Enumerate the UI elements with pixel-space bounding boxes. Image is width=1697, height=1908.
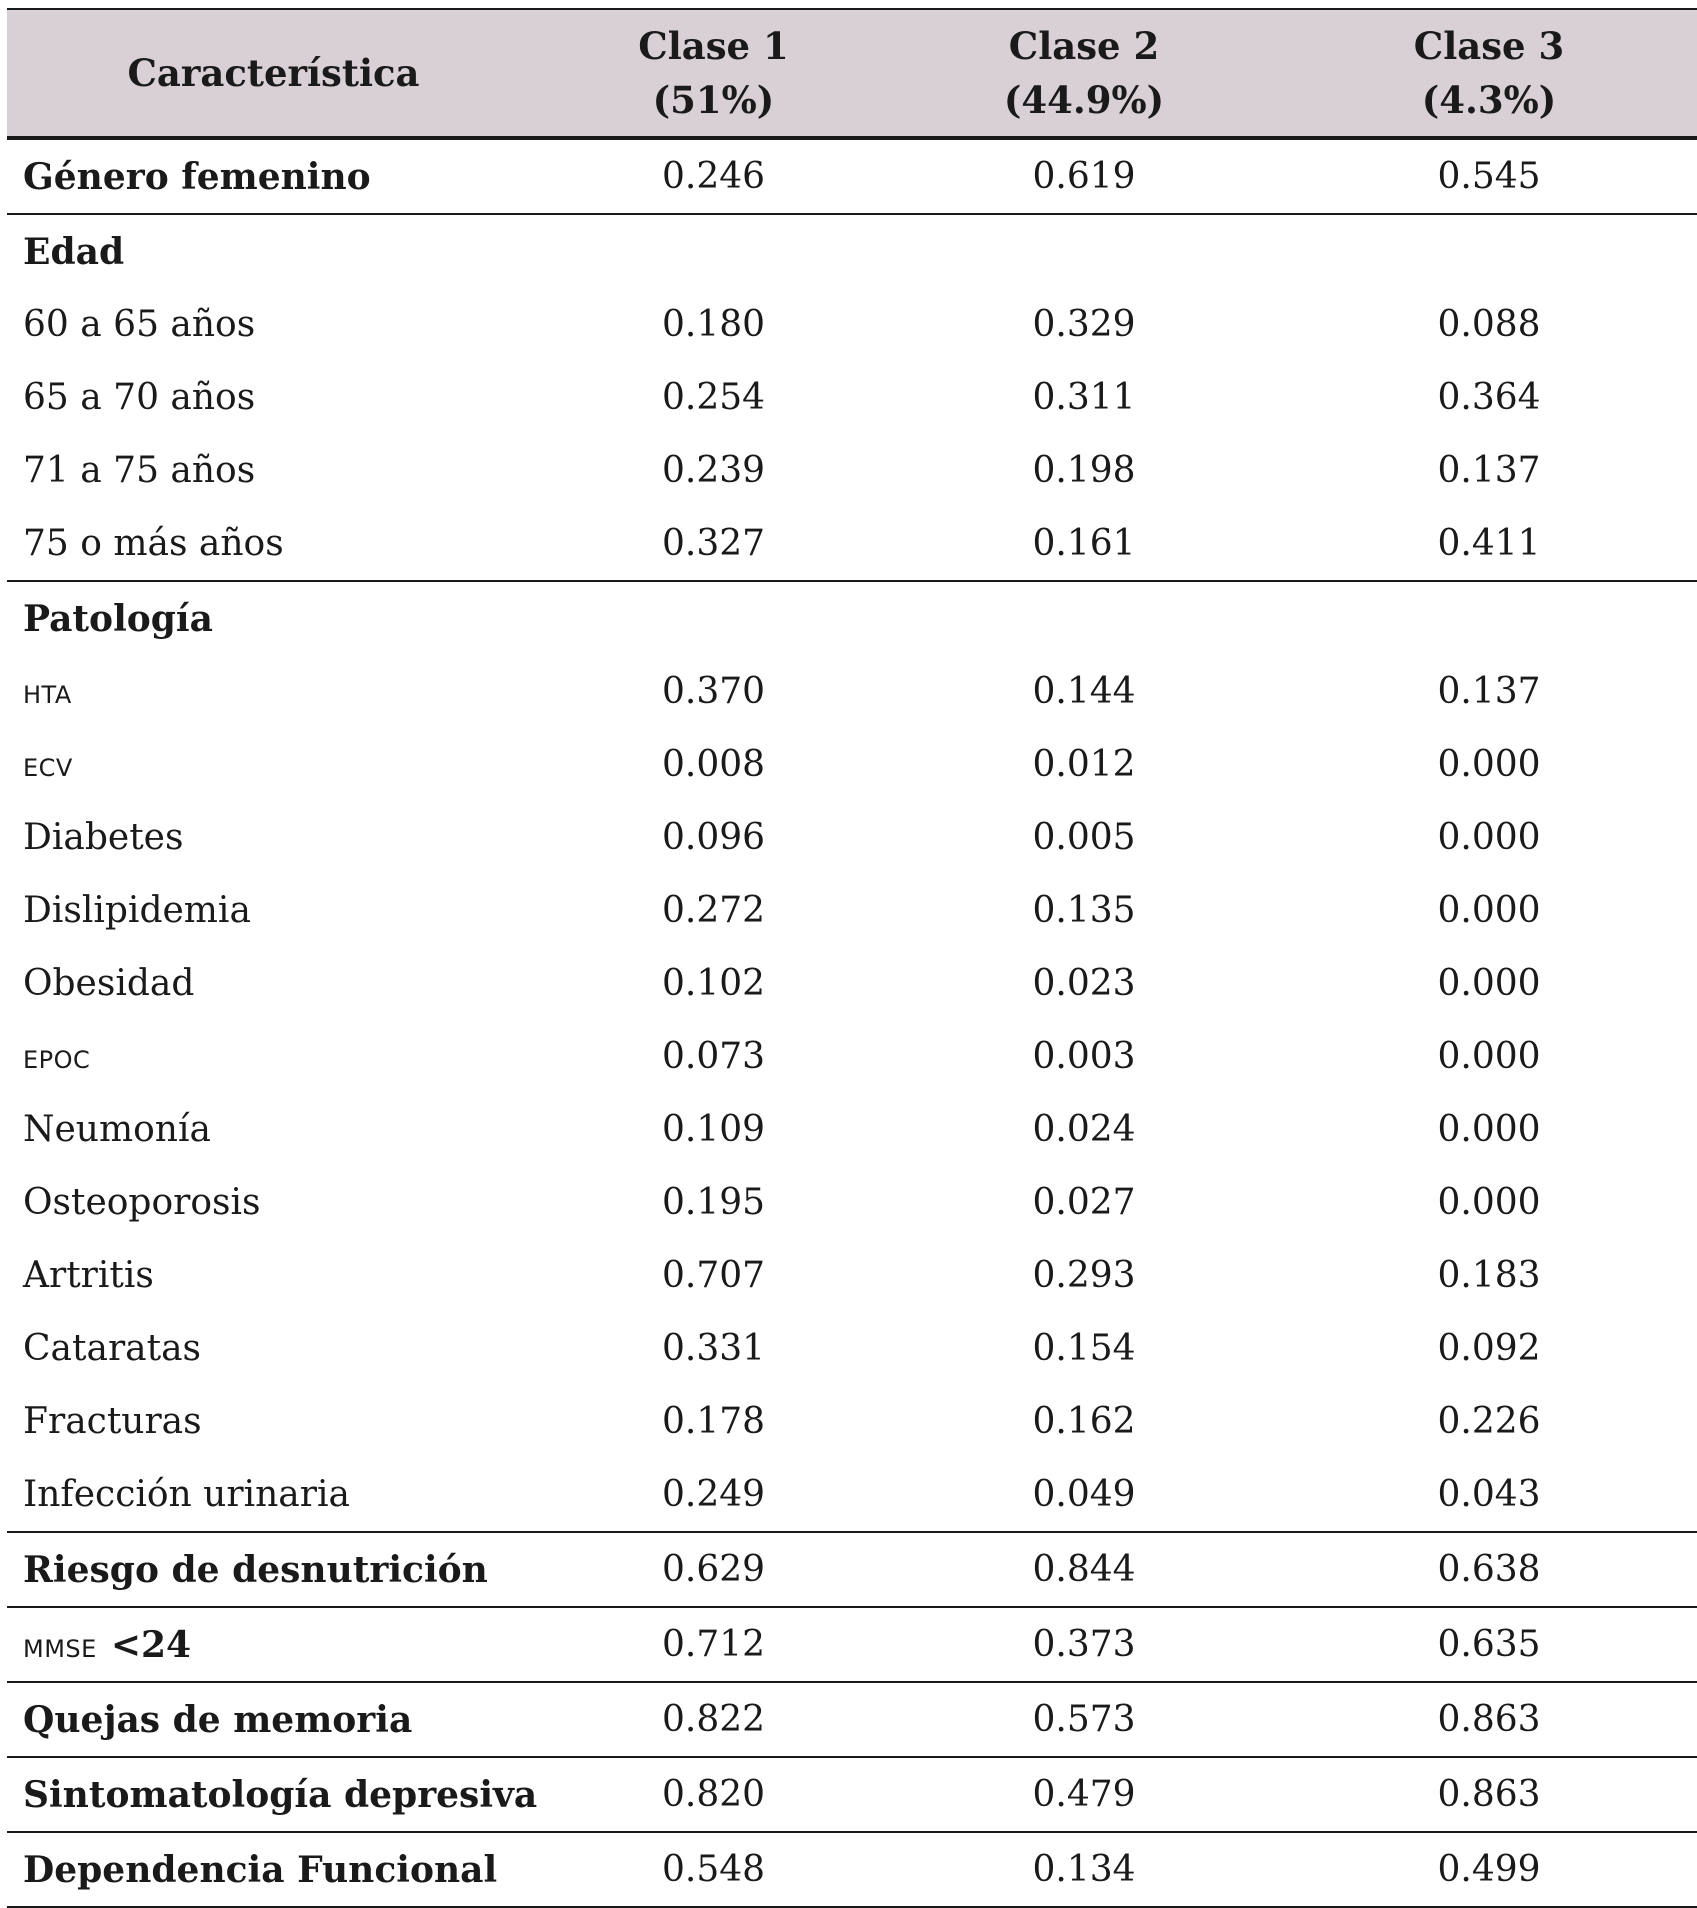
- cell-class-2: 0.619: [887, 138, 1281, 214]
- table-row-edad-71-75: [7, 434, 1697, 507]
- cell-class-1: 0.548: [540, 1832, 887, 1907]
- row-label-prefix: MMSE: [23, 1634, 97, 1663]
- cell-class-2: 0.049: [887, 1458, 1281, 1532]
- cell-class-1: 0.629: [540, 1532, 887, 1607]
- cell-class-1: 0.109: [661, 1109, 766, 1150]
- row-label: 60 a 65 años: [23, 304, 256, 345]
- row-label-text: HTA: [23, 681, 72, 709]
- cell-class-3: 0.638: [1281, 1532, 1697, 1607]
- cell-class-2: 0.154: [1032, 1328, 1136, 1369]
- cell-class-2: 0.293: [1032, 1255, 1136, 1296]
- row-label: Quejas de memoria: [7, 1682, 540, 1757]
- cell-class-2: 0.024: [1032, 1109, 1136, 1150]
- row-label: 75 o más años: [7, 507, 540, 581]
- row-label: Fracturas: [23, 1401, 202, 1442]
- table-row-hta: [7, 655, 1697, 728]
- cell-class-2: 0.027: [1032, 1182, 1136, 1223]
- cell-class-1: 0.239: [661, 450, 766, 491]
- row-label: Osteoporosis: [23, 1182, 261, 1223]
- header-class-3-pct: (4.3%): [1421, 78, 1557, 122]
- header-class-2-name: Clase 2: [1008, 24, 1160, 68]
- row-label: Infección urinaria: [7, 1458, 540, 1532]
- table-row-edad-65-70: [7, 361, 1697, 434]
- cell-class-2: 0.573: [887, 1682, 1281, 1757]
- cell-class-1: 0.195: [661, 1182, 766, 1223]
- row-label-suffix: <24: [110, 1623, 192, 1666]
- cell-class-2: 0.135: [1032, 890, 1136, 931]
- cell-class-3: 0.000: [1437, 1036, 1541, 1077]
- cell-class-1: 0.178: [661, 1401, 766, 1442]
- table-row-diabetes: [7, 801, 1697, 874]
- cell-class-3: 0.137: [1437, 450, 1541, 491]
- header-row: [7, 9, 1697, 138]
- header-class-1-name: Clase 1: [638, 24, 789, 68]
- cell-class-3: 0.635: [1281, 1607, 1697, 1682]
- cell-class-2: 0.134: [887, 1832, 1281, 1907]
- cell-class-3: 0.000: [1437, 963, 1541, 1004]
- cell-class-2: 0.003: [1032, 1036, 1136, 1077]
- table-row-edad-60-65: [7, 288, 1697, 361]
- cell-class-3: 0.000: [1437, 744, 1541, 785]
- header-class-2: [887, 9, 1281, 138]
- cell-class-2: 0.198: [1032, 450, 1136, 491]
- table-row-desnutricion: [7, 1532, 1697, 1607]
- table-row-osteoporosis: [7, 1166, 1697, 1239]
- cell-class-2: 0.373: [887, 1607, 1281, 1682]
- cell-class-3: 0.545: [1281, 138, 1697, 214]
- cell-class-1: 0.712: [540, 1607, 887, 1682]
- cell-class-1: 0.102: [661, 963, 766, 1004]
- table-row-ecv: [7, 728, 1697, 801]
- cell-class-1: 0.272: [661, 890, 766, 931]
- header-class-1: [540, 9, 887, 138]
- class-characteristics-table: [7, 8, 1697, 1908]
- row-label-text: ECV: [23, 754, 73, 782]
- row-label: 65 a 70 años: [23, 377, 256, 418]
- table-row-neumonia: [7, 1093, 1697, 1166]
- cell-class-3: 0.137: [1437, 671, 1541, 712]
- table-row-dislipidemia: [7, 874, 1697, 947]
- row-label: Riesgo de desnutrición: [7, 1532, 540, 1607]
- row-label-text: EPOC: [23, 1046, 91, 1074]
- section-row-edad: [7, 214, 1697, 288]
- row-label: 71 a 75 años: [23, 450, 256, 491]
- cell-class-2: 0.844: [887, 1532, 1281, 1607]
- row-label: [7, 728, 540, 801]
- cell-class-3: 0.000: [1437, 1182, 1541, 1223]
- header-class-2-pct: (44.9%): [1003, 78, 1165, 122]
- row-label: [7, 655, 540, 728]
- header-characteristic-label: Característica: [127, 51, 420, 95]
- row-label: Artritis: [23, 1255, 154, 1296]
- table-row-edad-75-mas: [7, 507, 1697, 581]
- row-label: Neumonía: [23, 1109, 211, 1150]
- cell-class-2: 0.144: [1032, 671, 1136, 712]
- table-row-obesidad: [7, 947, 1697, 1020]
- row-label: Género femenino: [7, 138, 540, 214]
- cell-class-3: 0.092: [1437, 1328, 1541, 1369]
- cell-class-1: 0.008: [661, 744, 766, 785]
- table-body: [7, 138, 1697, 1907]
- table-row-cataratas: [7, 1312, 1697, 1385]
- cell-class-2: 0.162: [1032, 1401, 1136, 1442]
- cell-class-2: 0.005: [1032, 817, 1136, 858]
- cell-class-1: 0.180: [661, 304, 766, 345]
- row-label: Obesidad: [23, 963, 195, 1004]
- header-class-3: [1281, 9, 1697, 138]
- table-row-fracturas: [7, 1385, 1697, 1458]
- cell-class-1: 0.822: [540, 1682, 887, 1757]
- cell-class-1: 0.073: [661, 1036, 766, 1077]
- cell-class-1: 0.254: [661, 377, 766, 418]
- header-characteristic: [7, 9, 540, 138]
- table-row-quejas-memoria: [7, 1682, 1697, 1757]
- cell-class-3: 0.000: [1437, 817, 1541, 858]
- cell-class-3: 0.088: [1437, 304, 1541, 345]
- cell-class-2: 0.329: [1032, 304, 1136, 345]
- cell-class-3: 0.364: [1437, 377, 1541, 418]
- cell-class-1: 0.096: [661, 817, 766, 858]
- cell-class-3: 0.183: [1437, 1255, 1541, 1296]
- table-row-artritis: [7, 1239, 1697, 1312]
- cell-class-3: 0.863: [1281, 1757, 1697, 1832]
- table-header: [7, 9, 1697, 138]
- row-label: [7, 1607, 540, 1682]
- header-class-1-pct: (51%): [652, 78, 775, 122]
- row-label: Cataratas: [23, 1328, 202, 1369]
- section-row-patologia: [7, 581, 1697, 655]
- cell-class-2: 0.012: [1032, 744, 1136, 785]
- row-label: Dislipidemia: [23, 890, 251, 931]
- row-label: [7, 1020, 540, 1093]
- cell-class-2: 0.023: [1032, 963, 1136, 1004]
- row-label: Dependencia Funcional: [7, 1832, 540, 1907]
- row-label: Sintomatología depresiva: [7, 1757, 540, 1832]
- table-row-infeccion-urinaria: [7, 1458, 1697, 1532]
- section-label: Edad: [23, 230, 125, 273]
- table-row-genero: [7, 138, 1697, 214]
- cell-class-3: 0.411: [1281, 507, 1697, 581]
- table-row-sintomatologia-depresiva: [7, 1757, 1697, 1832]
- table-row-epoc: [7, 1020, 1697, 1093]
- cell-class-2: 0.161: [887, 507, 1281, 581]
- cell-class-3: 0.043: [1281, 1458, 1697, 1532]
- cell-class-1: 0.331: [661, 1328, 766, 1369]
- header-class-3-name: Clase 3: [1413, 24, 1565, 68]
- cell-class-1: 0.707: [661, 1255, 766, 1296]
- cell-class-3: 0.000: [1437, 890, 1541, 931]
- cell-class-1: 0.246: [540, 138, 887, 214]
- cell-class-1: 0.370: [661, 671, 766, 712]
- characteristics-table-container: [7, 8, 1697, 1908]
- cell-class-2: 0.311: [1032, 377, 1136, 418]
- cell-class-1: 0.249: [540, 1458, 887, 1532]
- section-label: Patología: [23, 597, 213, 640]
- cell-class-3: 0.226: [1437, 1401, 1541, 1442]
- cell-class-3: 0.499: [1281, 1832, 1697, 1907]
- row-label: Diabetes: [23, 817, 184, 858]
- cell-class-2: 0.479: [887, 1757, 1281, 1832]
- table-row-mmse: [7, 1607, 1697, 1682]
- cell-class-1: 0.327: [540, 507, 887, 581]
- table-row-dependencia-funcional: [7, 1832, 1697, 1907]
- cell-class-3: 0.000: [1437, 1109, 1541, 1150]
- cell-class-1: 0.820: [540, 1757, 887, 1832]
- cell-class-3: 0.863: [1281, 1682, 1697, 1757]
